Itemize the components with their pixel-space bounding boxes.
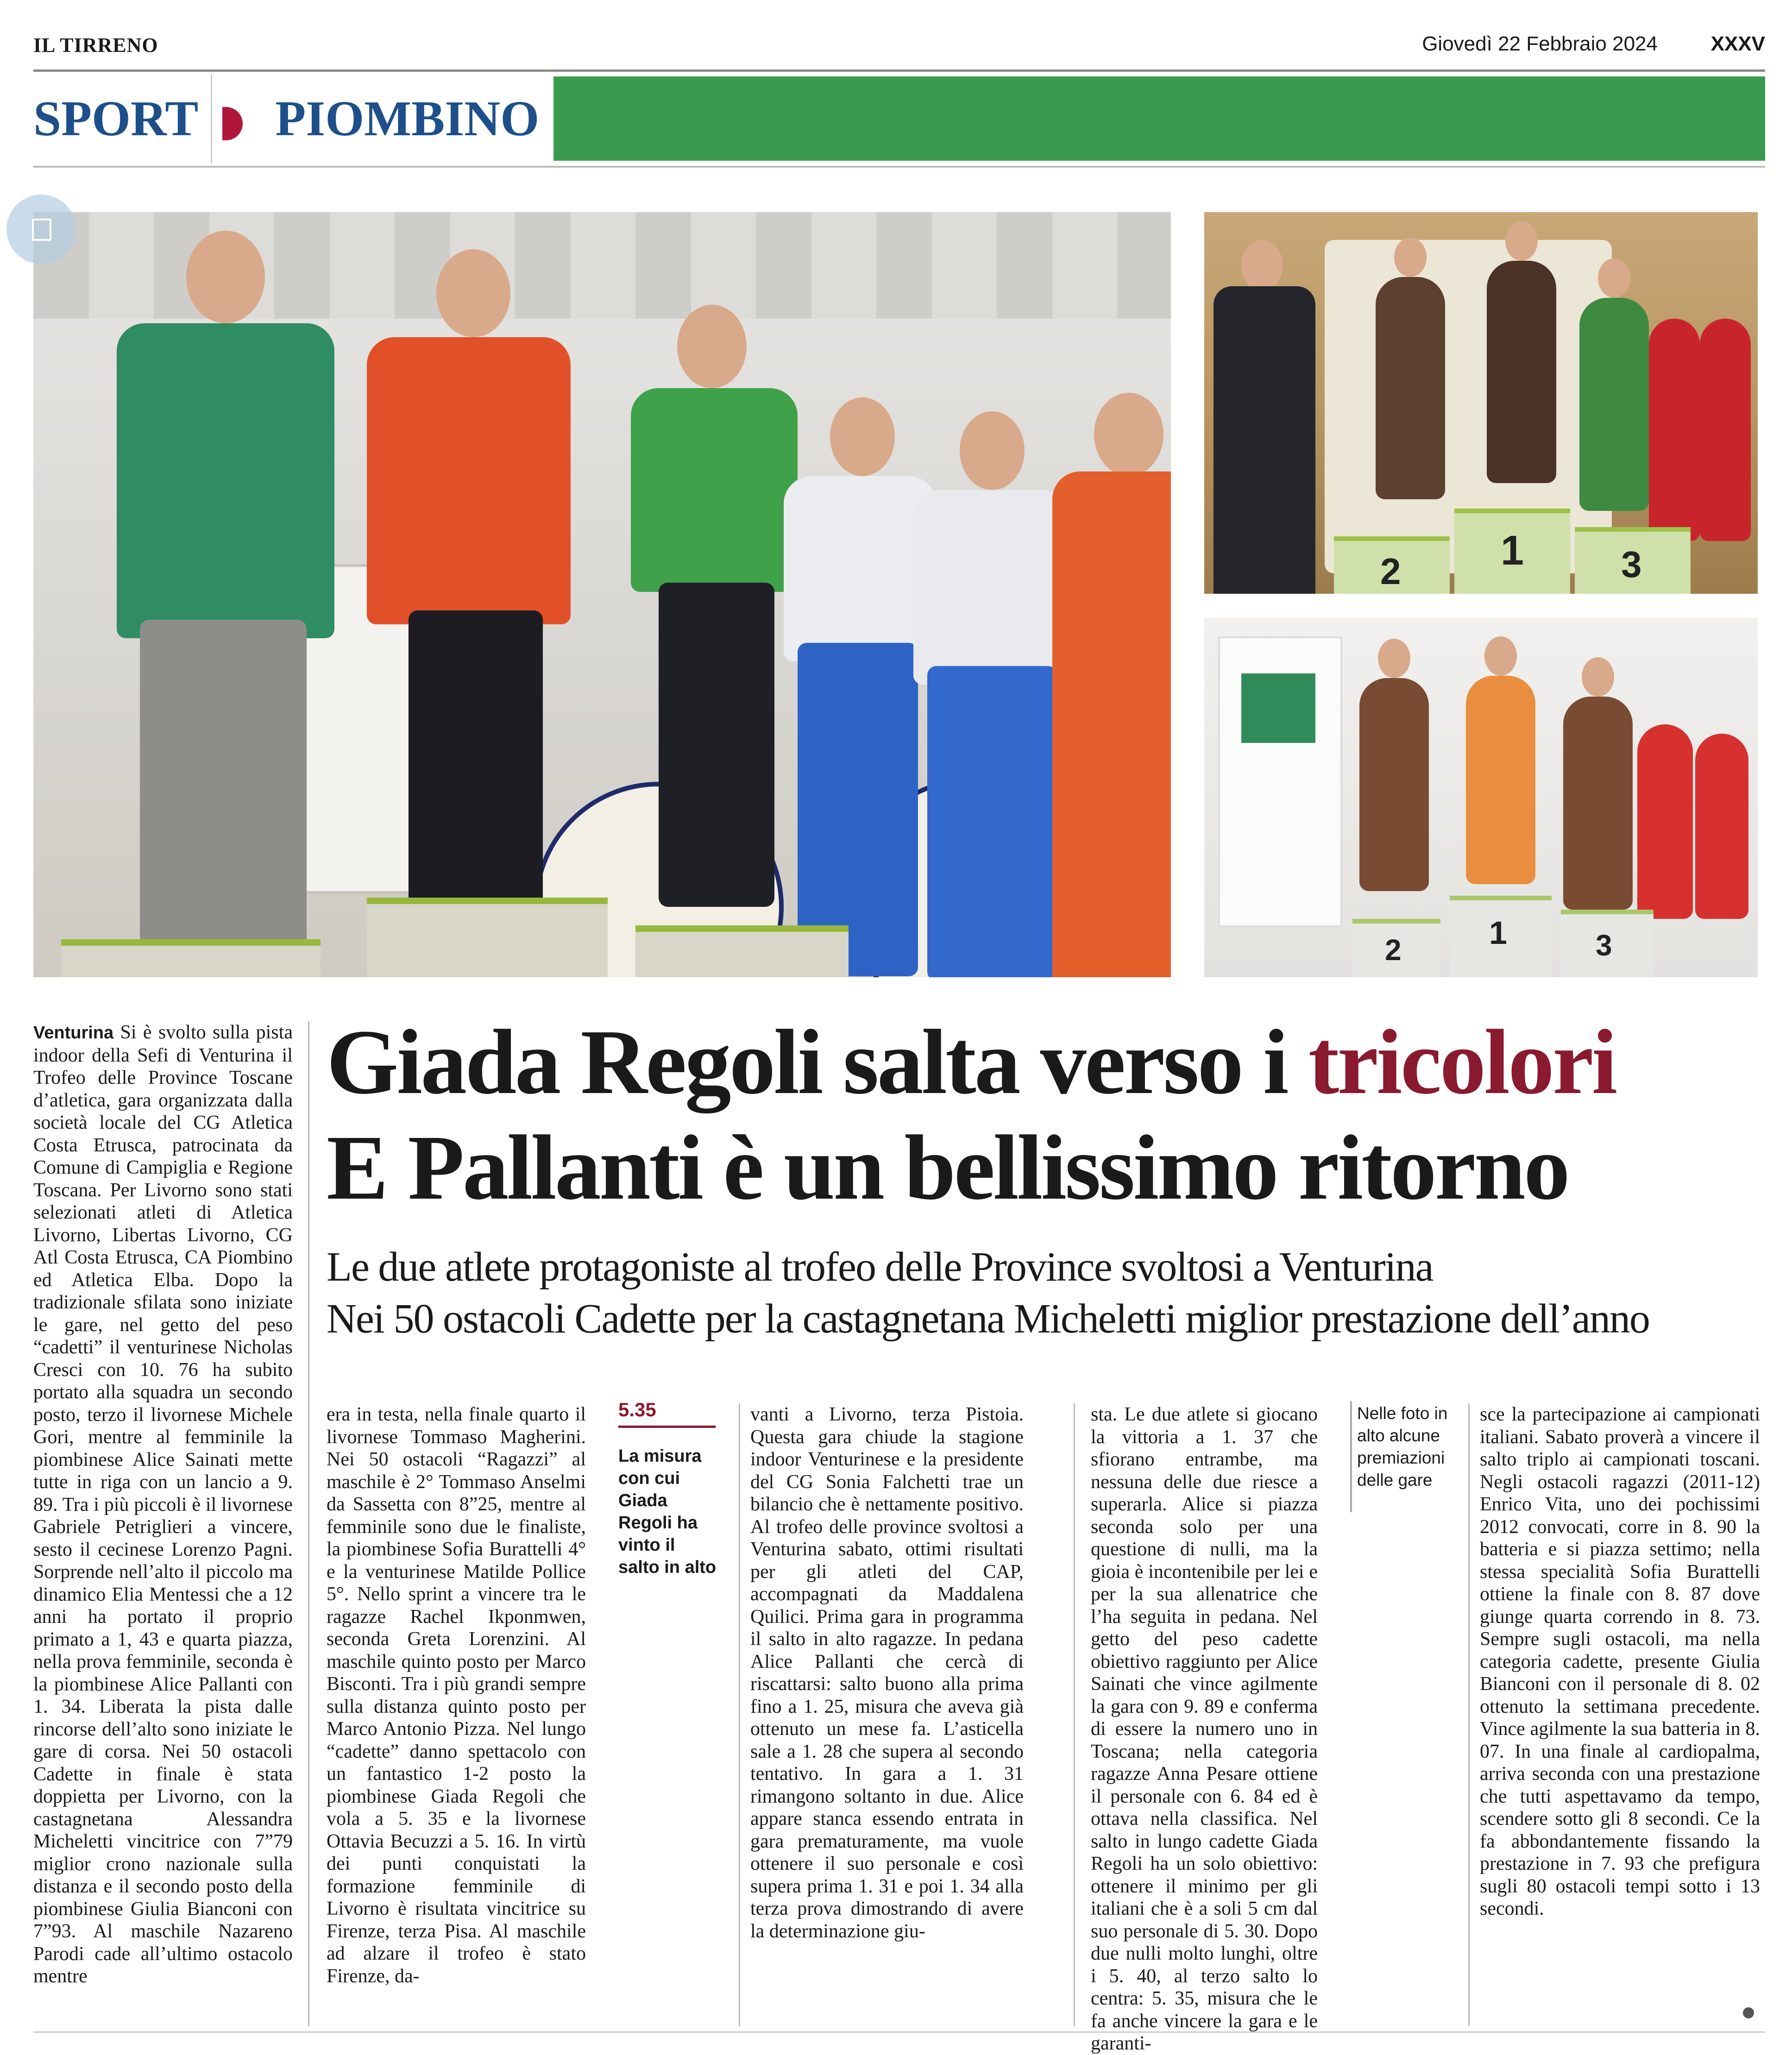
section-piombino: PIOMBINO (275, 91, 540, 146)
athlete-brown-shirt (1359, 678, 1429, 891)
photo-caption: Nelle foto in alto alcune premiazioni delle gare (1357, 1404, 1448, 1489)
athlete-head (186, 231, 265, 323)
bookmark-icon[interactable] (6, 195, 76, 264)
section-divider (211, 74, 212, 163)
headline (327, 1010, 1762, 1221)
article-column-5: sce la partecipazione ai campionati italiani. Sabato proverà a vincere il salto triplo ai campionati toscani. Negli ostacoli ragazzi (2011-12) Enrico Vita, uno dei pochissimi 2012 convocati, corre in 8. 90 la batteria e si piazza settimo; nella stessa specialità Sofia Burattelli ottiene la finale con 8. 87 dove giunge quarta correndo in 8. 73. Sempre sugli ostacoli, ma nella categoria cadette, presente Giulia Bianconi con il personale di 8. 02 ottenuto la settimana precedente. Vince agilmente la sua batteria in 8. 07. In una finale al cardiopalma, arriva seconda con una prestazione che tutti aspettavamo da tempo, scendere sotto gli 8 secondi. Ce la fa abbondantemente fissando la prestazione in 7. 93 che prefigura sugli 80 ostacoli tempi sotto i 13 secondi. (1480, 1404, 1760, 1919)
header-rule (33, 69, 1765, 72)
headline-line-2: E Pallanti è un bellissimo ritorno (327, 1117, 1568, 1219)
athlete-head (1582, 657, 1614, 697)
athlete-blue-pants (927, 666, 1057, 977)
podium-number: 3 (1596, 929, 1612, 962)
athlete-brown-shirt (1563, 697, 1633, 910)
section-sport: SPORT (33, 91, 199, 146)
athlete-green-shirt (1579, 298, 1649, 511)
page-number: XXXV (1710, 32, 1765, 55)
subheadline (327, 1241, 1762, 1345)
podium-number: 3 (1621, 544, 1642, 585)
section-rule (33, 166, 1765, 168)
athlete-white-shirt (913, 490, 1071, 685)
end-of-article-icon (1743, 2007, 1754, 2018)
athlete-green-shirt (631, 388, 798, 592)
athlete-black-pants (659, 583, 774, 907)
athlete-head (960, 411, 1025, 490)
section-separator-icon (222, 107, 243, 140)
athlete-orange-shirt (1466, 676, 1535, 884)
athlete-red-shirt (1695, 734, 1748, 919)
athlete-grey-pants (140, 620, 307, 972)
photo-podium-girls (1204, 212, 1758, 594)
athlete-head (830, 397, 895, 476)
athlete-black-pants (409, 610, 543, 921)
federation-logo (1241, 673, 1315, 743)
column-rule (1468, 1403, 1470, 2026)
athlete-head (1378, 639, 1410, 678)
athlete-brown-shirt (1376, 277, 1445, 499)
pull-quote-number: 5.35 (618, 1399, 656, 1420)
official-head (1241, 240, 1283, 291)
column-rule (739, 1403, 740, 2026)
athlete-brown-shirt (1487, 261, 1556, 483)
athlete-head (436, 249, 510, 337)
subhead-line-2: Nei 50 ostacoli Cadette per la castagnetana Micheletti miglior prestazione dell’anno (327, 1296, 1649, 1342)
athlete-head (1598, 258, 1630, 298)
masthead: IL TIRRENO (33, 34, 158, 57)
column-rule (1074, 1403, 1075, 2026)
podium-step (61, 939, 321, 977)
athlete-orange-suit (1052, 471, 1171, 977)
athlete-head (677, 305, 747, 388)
article-column-1: Venturina Si è svolto sulla pista indoor della Sefi di Venturina il Trofeo delle Province Toscane d’atletica, gara organizzata dalla società locale del CG Atletica Costa Etrusca, patrocinata da Comune di Campiglia e Regione Toscana. Per Livorno sono stati selezionati atleti di Atletica Livorno, Libertas Livorno, CG Atl Costa Etrusca, CA Piombino ed Atletica Elba. Dopo la tradizionale sfilata sono iniziate le gare, nel getto del peso “cadetti” il venturinese Nicholas Cresci con 10. 76 ha subito portato alla squadra un secondo posto, terzo il livornese Michele Gori, mentre al femminile la piombinese Alice Sainati mette tutte in riga con un lancio a 9. 89. Tra i più piccoli è il livornese Gabriele Petriglieri a vincere, sesto il cecinese Lorenzo Pagni. Sorprende nell’alto il piccolo ma dinamico Elia Mentessi che a 12 anni ha portato il proprio primato a 1, 43 e quarta piazza, nella prova femminile, seconda è la piombinese Alice Pallanti con 1. 34. Liberata la pista dalle rincorse dell’alto sono iniziate le gare di corsa. Nei 50 ostacoli Cadette in finale è stata doppietta per Livorno, con la castagnetana Alessandra Micheletti vincitrice con 7”79 miglior crono nazionale sulla distanza e il secondo posto della piombinese Giulia Bianconi con 7”93. Al maschile Nazareno Parodi cade all’ultimo ostacolo mentre (33, 1022, 293, 1987)
main-photo-podium (33, 212, 1171, 977)
section-banner (553, 76, 1765, 161)
headline-highlight: tricolori (1308, 1011, 1616, 1113)
article-column-3: vanti a Livorno, terza Pistoia. Questa gara chiude la stagione indoor Venturinese e la presidente del CG Sonia Falchetti trae un bilancio che è nettamente positivo. Al trofeo delle province svoltosi a Venturina sabato, ottimi risultati per gli atleti del CAP, accompagnati da Maddalena Quilici. Prima gara in programma il salto in alto ragazze. In pedana Alice Pallanti che cercà di riscattarsi: salto buono alla prima fino a 1. 25, misura che aveva già ottenuto un mese fa. L’asticella sale a 1. 28 che supera al secondo tentativo. In gara a 1. 31 rimangono soltanto in due. Alice appare stanca essendo entrata in gara prematuramente, ma vuole ottenere il suo personale e così supera prima 1. 31 e poi 1. 34 alla terza prova dimostrando di avere la determinazione giu- (750, 1404, 1024, 1942)
headline-line-1: Giada Regoli salta verso i tricolori (327, 1011, 1616, 1113)
athlete-orange-jacket (367, 337, 571, 624)
podium-step (367, 898, 608, 977)
pull-quote-rule (618, 1426, 716, 1428)
column-rule (308, 1021, 309, 2026)
podium-number: 1 (1501, 528, 1524, 574)
athlete-head (1394, 238, 1427, 277)
athlete-red-shirt (1700, 319, 1751, 541)
athlete-head (1094, 393, 1163, 476)
podium-number: 2 (1385, 933, 1402, 967)
article-column-4: sta. Le due atlete si giocano la vittoria a 1. 37 che sfiorano entrambe, ma nessuna delle due riesce a superarla. Alice si piazza seconda solo per una questione di nulli, ma la gioia è incontenibile per lei e per la sua allenatrice che l’ha seguita in pedana. Nel getto del peso cadette obiettivo raggiunto per Alice Sainati che vince agilmente la gara con 9. 89 e conferma di essere la numero uno in Toscana; nella categoria ragazze Anna Pesare ottiene il personale con 6. 84 ed è ottava nella classifica. Nel salto in lungo cadette Giada Regoli ha un solo obiettivo: ottenere il minimo per gli italiani che è a soli 5 cm dal suo personale di 5. 30. Dopo due nulli molto lunghi, oltre i 5. 40, al terzo salto lo centra: 5. 35, misura che le fa anche vincere la gara e le garanti- (1091, 1404, 1318, 2054)
athlete-head (1505, 221, 1538, 261)
footer-rule (33, 2031, 1765, 2033)
dateline: Venturina (33, 1023, 114, 1043)
podium-number: 1 (1489, 915, 1507, 951)
athlete-red-shirt (1649, 319, 1700, 541)
podium-step (635, 925, 849, 977)
article-column-2: era in testa, nella finale quarto il livornese Tommaso Magherini. Nei 50 ostacoli “Ragazzi” al maschile è 2° Tommaso Anselmi da Sassetta con 8”25, mentre al femminile sono due le finaliste, la piombinese Sofia Burattelli 4° e la venturinese Matilde Pollice 5°. Nello sprint a vincere tra le ragazze Rachel Ikponmwen, seconda Greta Lorenzini. Al maschile quinto posto per Marco Bisconti. Tra i più grandi sempre sulla distanza quinto posto per Marco Antonio Pizza. Nel lungo “cadette” danno spettacolo con un fantastico 1-2 posto la piombinese Giada Regoli che vola a 5. 35 e la livornese Ottavia Becuzzi a 5. 16. In virtù dei punti conquistati la formazione femminile di Livorno è risultata vincitrice su Firenze, terza Pisa. Al maschile ad alzare il trofeo è stato Firenze, da- (327, 1404, 586, 1987)
issue-date: Giovedì 22 Febbraio 2024 (1422, 32, 1658, 55)
photo-podium-boys (1204, 618, 1758, 977)
subhead-line-1: Le due atlete protagoniste al trofeo delle Province svoltosi a Venturina (327, 1244, 1433, 1290)
podium-number: 2 (1380, 551, 1401, 592)
athlete-head (1484, 636, 1517, 676)
athlete-green-jacket (117, 323, 334, 638)
athlete-red-shirt (1637, 724, 1693, 919)
pull-quote-text: La misura con cui Giada Regoli ha vinto il salto in alto (618, 1446, 717, 1577)
official-suit (1214, 286, 1315, 594)
section-heading (33, 90, 539, 148)
